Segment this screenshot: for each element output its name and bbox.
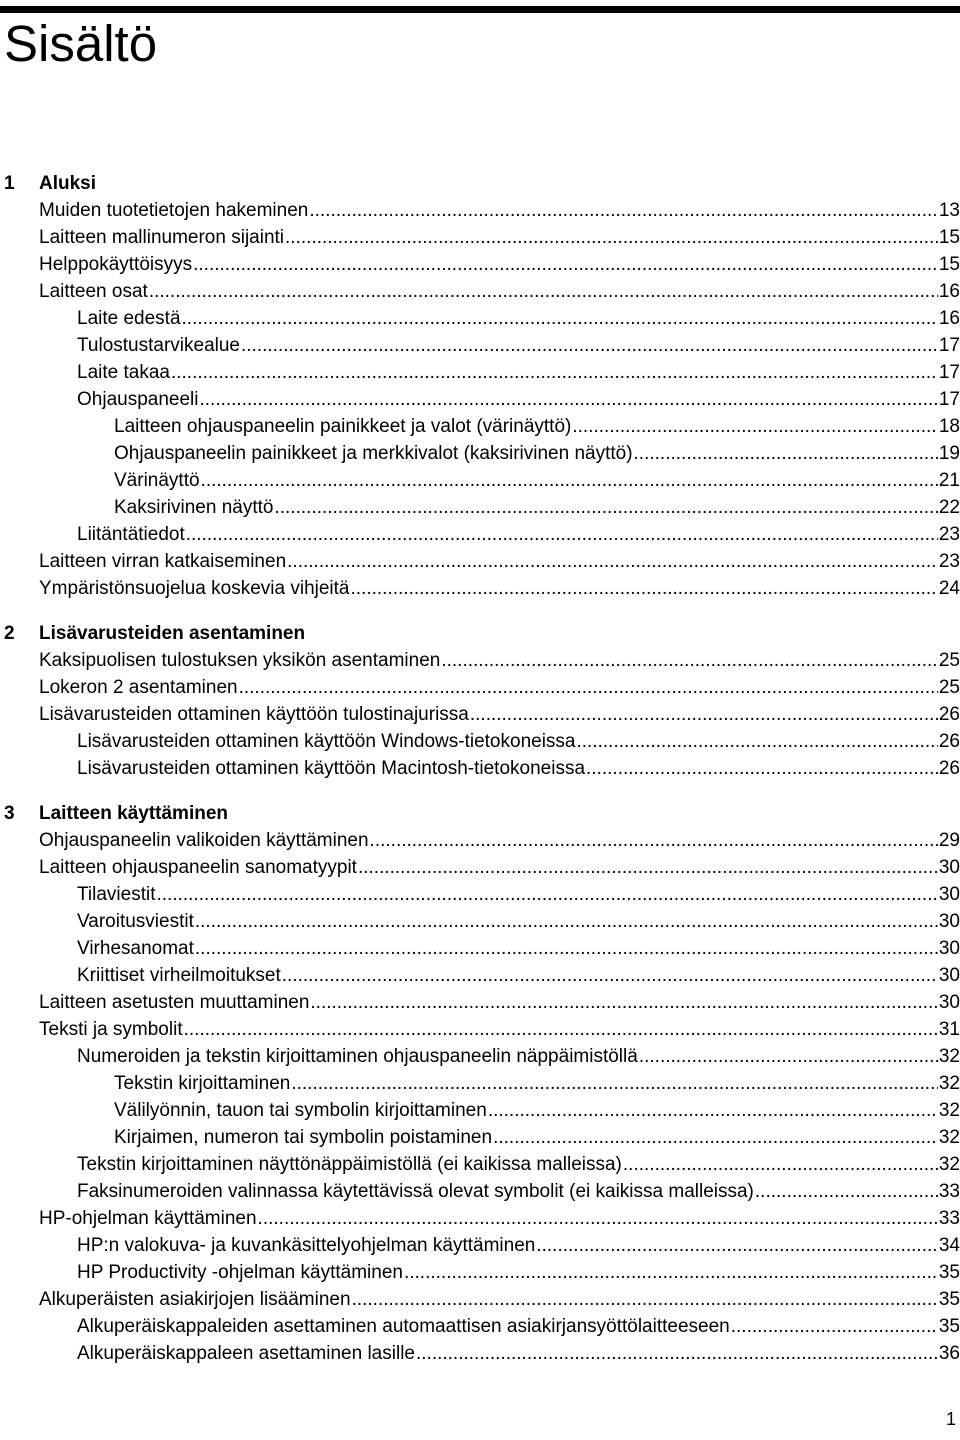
- dot-leader: [156, 881, 937, 908]
- toc-entry-text: Laite edestä: [77, 308, 181, 329]
- toc-entry-text: Alkuperäiskappaleiden asettaminen automaattisen asiakirjansyöttölaitteeseen: [77, 1316, 730, 1337]
- toc-entry[interactable]: [0, 251, 960, 278]
- toc-entry-text: Laitteen virran katkaiseminen: [39, 551, 287, 572]
- toc-entry-page: 34: [938, 1235, 960, 1256]
- toc-entry[interactable]: [0, 494, 960, 521]
- toc-entry-text: Numeroiden ja tekstin kirjoittaminen ohjauspaneelin näppäimistöllä: [77, 1046, 638, 1067]
- toc-chapter: [0, 800, 960, 1367]
- toc-entry-text: Virhesanomat: [77, 938, 194, 959]
- chapter-heading[interactable]: [0, 800, 960, 827]
- toc-entry-text: Lisävarusteiden ottaminen käyttöön Macintosh-tietokoneissa: [77, 758, 586, 779]
- dot-leader: [199, 386, 937, 413]
- dot-leader: [291, 1070, 938, 1097]
- toc-entry[interactable]: [0, 1232, 960, 1259]
- toc-entry-page: 19: [938, 443, 960, 464]
- dot-leader: [755, 1178, 938, 1205]
- toc-entry[interactable]: [0, 521, 960, 548]
- dot-leader: [285, 224, 938, 251]
- toc-entry-page: 24: [938, 578, 960, 599]
- dot-leader: [186, 521, 938, 548]
- toc-entry-page: 15: [938, 227, 960, 248]
- toc-entry[interactable]: [0, 224, 960, 251]
- toc-entry[interactable]: [0, 440, 960, 467]
- dot-leader: [309, 197, 938, 224]
- dot-leader: [287, 548, 938, 575]
- dot-leader: [404, 1259, 938, 1286]
- toc-entry-text: Teksti ja symbolit: [39, 1019, 183, 1040]
- toc-entry[interactable]: [0, 1151, 960, 1178]
- toc-entry-text: Ohjauspaneelin valikoiden käyttäminen: [39, 830, 369, 851]
- toc-entry-text: Ohjauspaneeli: [77, 389, 199, 410]
- toc-entry-text: Kriittiset virheilmoitukset: [77, 965, 281, 986]
- page-number: 1: [945, 1409, 956, 1429]
- table-of-contents: [0, 170, 960, 1385]
- toc-entry[interactable]: [0, 1259, 960, 1286]
- dot-leader: [149, 278, 938, 305]
- toc-entry[interactable]: [0, 647, 960, 674]
- dot-leader: [193, 251, 938, 278]
- dot-leader: [182, 305, 938, 332]
- toc-entry-text: Värinäyttö: [114, 470, 200, 491]
- toc-entry-text: Muiden tuotetietojen hakeminen: [39, 200, 309, 221]
- dot-leader: [623, 1151, 938, 1178]
- toc-entry[interactable]: [0, 989, 960, 1016]
- toc-entry[interactable]: [0, 1097, 960, 1124]
- toc-entry[interactable]: [0, 386, 960, 413]
- toc-entry-page: 29: [938, 830, 960, 851]
- toc-entry-text: Laitteen mallinumeron sijainti: [39, 227, 285, 248]
- dot-leader: [184, 1016, 938, 1043]
- toc-entry-page: 26: [938, 704, 960, 725]
- toc-entry[interactable]: [0, 359, 960, 386]
- toc-entry[interactable]: [0, 908, 960, 935]
- toc-entry-page: 15: [938, 254, 960, 275]
- toc-entry-text: Kaksipuolisen tulostuksen yksikön asentaminen: [39, 650, 441, 671]
- toc-entry-text: Laitteen ohjauspaneelin sanomatyypit: [39, 857, 357, 878]
- dot-leader: [239, 674, 938, 701]
- dot-leader: [488, 1097, 938, 1124]
- dot-leader: [351, 575, 938, 602]
- toc-entry[interactable]: [0, 413, 960, 440]
- toc-entry[interactable]: [0, 575, 960, 602]
- dot-leader: [572, 413, 938, 440]
- toc-entry-page: 16: [938, 281, 960, 302]
- toc-entry-page: 23: [938, 551, 960, 572]
- toc-entry[interactable]: [0, 332, 960, 359]
- toc-entry-page: 35: [938, 1262, 960, 1283]
- dot-leader: [358, 854, 938, 881]
- toc-entry[interactable]: [0, 755, 960, 782]
- toc-entry-text: Varoitusviestit: [77, 911, 194, 932]
- dot-leader: [282, 962, 938, 989]
- toc-entry-text: Laite takaa: [77, 362, 170, 383]
- toc-entry-page: 32: [938, 1127, 960, 1148]
- dot-leader: [577, 728, 938, 755]
- toc-entry-page: 18: [938, 416, 960, 437]
- toc-entry-text: Tulostustarvikealue: [77, 335, 240, 356]
- toc-entry[interactable]: [0, 1340, 960, 1367]
- dot-leader: [195, 935, 938, 962]
- chapter-number: 2: [4, 623, 15, 644]
- chapter-title: Lisävarusteiden asentaminen: [39, 623, 306, 644]
- toc-entry-page: 26: [938, 758, 960, 779]
- dot-leader: [370, 827, 938, 854]
- dot-leader: [470, 701, 938, 728]
- chapter-heading[interactable]: [0, 620, 960, 647]
- toc-entry[interactable]: [0, 674, 960, 701]
- toc-entry-page: 35: [938, 1316, 960, 1337]
- toc-entry-text: Kaksirivinen näyttö: [114, 497, 274, 518]
- dot-leader: [416, 1340, 938, 1367]
- dot-leader: [731, 1313, 938, 1340]
- toc-entry-page: 17: [938, 362, 960, 383]
- toc-entry-text: Liitäntätiedot: [77, 524, 185, 545]
- dot-leader: [493, 1124, 938, 1151]
- toc-entry-page: 17: [938, 335, 960, 356]
- toc-entry-page: 32: [938, 1100, 960, 1121]
- toc-entry[interactable]: [0, 467, 960, 494]
- toc-entry[interactable]: [0, 1016, 960, 1043]
- toc-entry-text: Laitteen asetusten muuttaminen: [39, 992, 310, 1013]
- toc-entry[interactable]: [0, 881, 960, 908]
- chapter-number: 3: [4, 803, 15, 824]
- toc-entry[interactable]: [0, 728, 960, 755]
- toc-entry-text: Tekstin kirjoittaminen näyttönäppäimistöllä (ei kaikissa malleissa): [77, 1154, 622, 1175]
- toc-entry[interactable]: [0, 1205, 960, 1232]
- toc-entry[interactable]: [0, 278, 960, 305]
- toc-entry-text: Alkuperäiskappaleen asettaminen lasille: [77, 1343, 415, 1364]
- toc-chapter: [0, 620, 960, 782]
- toc-entry-text: Laitteen ohjauspaneelin painikkeet ja valot (värinäyttö): [114, 416, 572, 437]
- toc-entry-page: 13: [938, 200, 960, 221]
- dot-leader: [586, 755, 938, 782]
- toc-entry-page: 25: [938, 650, 960, 671]
- toc-entry-text: Ympäristönsuojelua koskevia vihjeitä: [39, 578, 350, 599]
- dot-leader: [441, 647, 938, 674]
- toc-entry[interactable]: [0, 1178, 960, 1205]
- toc-entry-page: 21: [938, 470, 960, 491]
- toc-entry-page: 31: [938, 1019, 960, 1040]
- toc-entry-text: Lisävarusteiden ottaminen käyttöön tulostinajurissa: [39, 704, 469, 725]
- toc-entry-page: 23: [938, 524, 960, 545]
- dot-leader: [258, 1205, 938, 1232]
- dot-leader: [310, 989, 937, 1016]
- toc-entry[interactable]: [0, 1070, 960, 1097]
- toc-entry-text: Laitteen osat: [39, 281, 148, 302]
- toc-entry-page: 17: [938, 389, 960, 410]
- dot-leader: [639, 1043, 938, 1070]
- toc-entry-page: 16: [938, 308, 960, 329]
- toc-entry-text: Faksinumeroiden valinnassa käytettävissä olevat symbolit (ei kaikissa malleissa): [77, 1181, 754, 1202]
- chapter-number: 1: [4, 173, 15, 194]
- toc-entry-text: Tekstin kirjoittaminen: [114, 1073, 291, 1094]
- toc-entry-page: 25: [938, 677, 960, 698]
- toc-entry[interactable]: [0, 1313, 960, 1340]
- dot-leader: [241, 332, 938, 359]
- toc-entry[interactable]: [0, 1043, 960, 1070]
- toc-entry-text: Lisävarusteiden ottaminen käyttöön Windows-tietokoneissa: [77, 731, 576, 752]
- toc-entry[interactable]: [0, 827, 960, 854]
- toc-entry-page: 30: [938, 884, 960, 905]
- toc-entry-page: 30: [938, 911, 960, 932]
- toc-entry-page: 32: [938, 1046, 960, 1067]
- dot-leader: [634, 440, 938, 467]
- toc-entry-text: Lokeron 2 asentaminen: [39, 677, 238, 698]
- chapter-title: Aluksi: [39, 173, 97, 194]
- toc-entry-page: 36: [938, 1343, 960, 1364]
- toc-entry-text: HP Productivity -ohjelman käyttäminen: [77, 1262, 403, 1283]
- toc-entry-text: Kirjaimen, numeron tai symbolin poistaminen: [114, 1127, 493, 1148]
- toc-entry-page: 32: [938, 1154, 960, 1175]
- toc-entry[interactable]: [0, 962, 960, 989]
- page-title: Sisältö: [4, 15, 158, 72]
- toc-entry-page: 33: [938, 1181, 960, 1202]
- toc-entry-page: 22: [938, 497, 960, 518]
- toc-entry-text: Ohjauspaneelin painikkeet ja merkkivalot (kaksirivinen näyttö): [114, 443, 633, 464]
- dot-leader: [201, 467, 938, 494]
- toc-entry[interactable]: [0, 935, 960, 962]
- dot-leader: [274, 494, 937, 521]
- dot-leader: [536, 1232, 938, 1259]
- toc-entry-page: 26: [938, 731, 960, 752]
- toc-entry-text: Välilyönnin, tauon tai symbolin kirjoittaminen: [114, 1100, 487, 1121]
- toc-entry-text: Alkuperäisten asiakirjojen lisääminen: [39, 1289, 351, 1310]
- toc-entry[interactable]: [0, 305, 960, 332]
- dot-leader: [352, 1286, 938, 1313]
- toc-entry-text: HP-ohjelman käyttäminen: [39, 1208, 257, 1229]
- chapter-title: Laitteen käyttäminen: [39, 803, 228, 824]
- toc-entry[interactable]: [0, 548, 960, 575]
- chapter-heading[interactable]: [0, 170, 960, 197]
- dot-leader: [195, 908, 938, 935]
- toc-entry-page: 30: [938, 938, 960, 959]
- toc-entry-page: 30: [938, 857, 960, 878]
- toc-entry[interactable]: [0, 701, 960, 728]
- toc-entry[interactable]: [0, 854, 960, 881]
- toc-entry[interactable]: [0, 1286, 960, 1313]
- toc-entry-page: 30: [938, 992, 960, 1013]
- dot-leader: [171, 359, 938, 386]
- toc-entry-text: Tilaviestit: [77, 884, 156, 905]
- toc-entry-page: 30: [938, 965, 960, 986]
- toc-entry[interactable]: [0, 197, 960, 224]
- toc-entry-page: 35: [938, 1289, 960, 1310]
- toc-entry-page: 32: [938, 1073, 960, 1094]
- toc-entry-text: Helppokäyttöisyys: [39, 254, 193, 275]
- toc-entry[interactable]: [0, 1124, 960, 1151]
- toc-chapter: [0, 170, 960, 602]
- top-rule: [0, 6, 960, 13]
- toc-entry-text: HP:n valokuva- ja kuvankäsittelyohjelman käyttäminen: [77, 1235, 536, 1256]
- toc-entry-page: 33: [938, 1208, 960, 1229]
